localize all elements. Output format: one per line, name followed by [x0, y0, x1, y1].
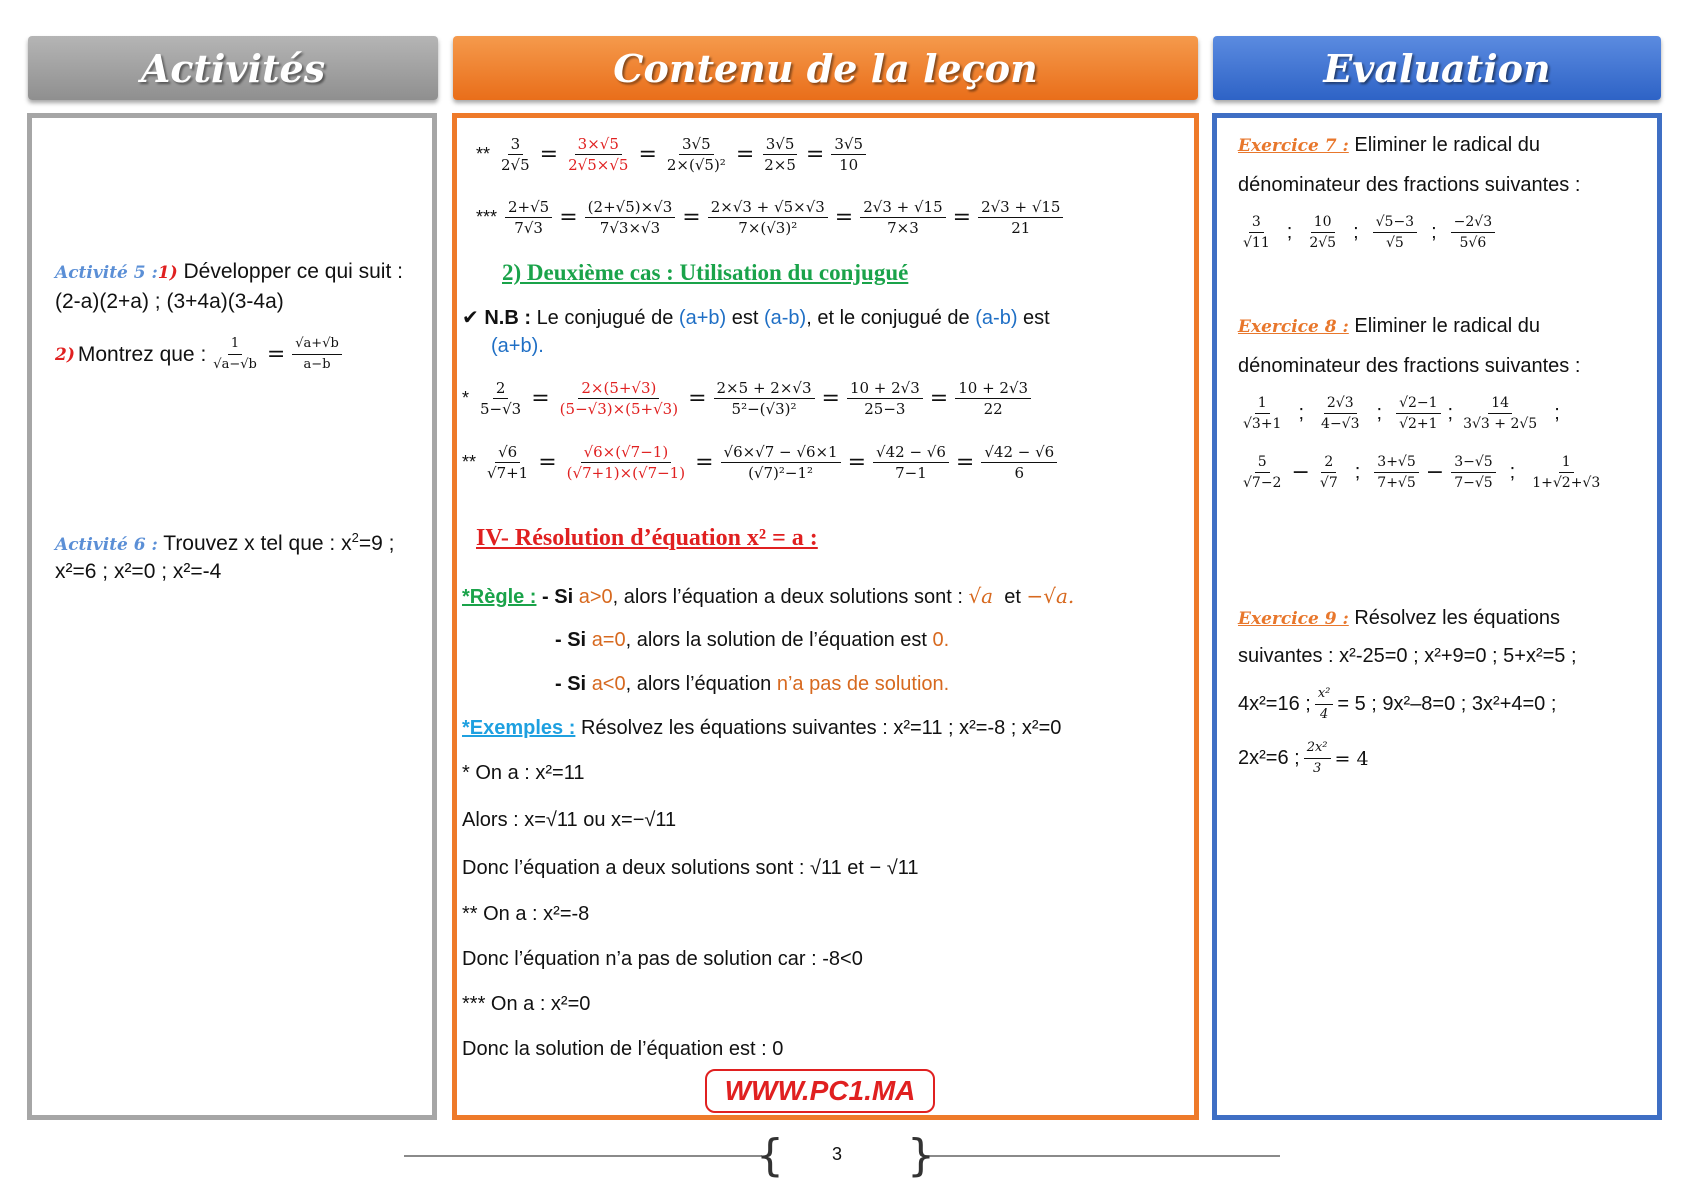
footer-brace-left: { [756, 1130, 784, 1181]
exercice-9: Exercice 9 : Résolvez les équations [1238, 607, 1561, 629]
example-1: * On a : x²=11 [462, 762, 585, 784]
header-activites: Activités [28, 36, 438, 100]
example-line-3: * $\frac{2}{5-√3}$ = $\frac{2\times(5+√3)}{(5-√3)\times(5+√3)}$ = $\frac{2\times 5 + 2\times√3}{\text{5²−(√3)²}}$ = $\frac{10 + 2√3}{25-3}$ = $\frac{10 + 2√3}{22}$ [462, 378, 1035, 419]
activite-5: Activité 5 :1) Développer ce qui suit : [55, 260, 403, 283]
footer-brace-right: } [907, 1130, 935, 1181]
header-evaluation: Evaluation [1213, 36, 1661, 100]
regle-2: - Si a=0, alors la solution de l’équation est 0. [555, 629, 950, 651]
page-number: 3 [832, 1144, 843, 1164]
exercice-9-line4: 2x²=6 ; $\frac{\text{2x²}}{3}$ = 4 [1238, 740, 1369, 776]
check-icon: ✔ [462, 307, 479, 329]
exercice-8-fractions-row2: $\frac{5}{√7-2}$ − $\frac{2}{√7}$ ; $\frac{3+√5}{7+√5}$ − $\frac{3-√5}{7-√5}$ ; $\frac{1}{1+√2+√3}$ [1243, 454, 1601, 491]
section-4-title: IV- Résolution d’équation x² = a : [476, 525, 818, 551]
activite-6-cases: x²=6 ; x²=0 ; x²=-4 [55, 560, 222, 583]
example-3: *** On a : x²=0 [462, 993, 591, 1015]
nb-note: ✔ N.B : Le conjugué de (a+b) est (a-b), et le conjugué de (a-b) est [462, 307, 1050, 329]
example-2: ** On a : x²=-8 [462, 903, 590, 925]
exemples: *Exemples : Résolvez les équations suivantes : x²=11 ; x²=-8 ; x²=0 [462, 717, 1062, 739]
footer-line-left [404, 1155, 762, 1157]
example-2-conclusion: Donc l’équation n’a pas de solution car : -8<0 [462, 948, 863, 970]
exercice-8-fractions-row1: $\frac{1}{√3+1}$ ; $\frac{2√3}{4-√3}$ ; $\frac{√2-1}{√2+1}$ ; $\frac{14}{3√3 + 2√5}$ ; [1243, 395, 1560, 432]
exercice-9-line3: 4x²=16 ; $\frac{\text{x²}}{4}$ = 5 ; 9x²–8=0 ; 3x²+4=0 ; [1238, 686, 1557, 722]
footer-line-right [922, 1155, 1280, 1157]
example-1-solution: Alors : x=√11 ou x=−√11 [462, 809, 677, 831]
exercice-7-fractions: $\frac{3}{√11}$ ; $\frac{10}{2√5}$ ; $\frac{√5-3}{√5}$ ; $\frac{-2√3}{5√6}$ [1236, 212, 1499, 253]
exercice-8-line2: dénominateur des fractions suivantes : [1238, 355, 1581, 377]
case-2-title: 2) Deuxième cas : Utilisation du conjugué [502, 260, 909, 285]
example-line-2: *** $\frac{2+√5}{7√3}$ = $\frac{(2+√5)\times√3}{7√3\times√3}$ = $\frac{2\times√3 + √5\times√3}{\text{7×(√3)²}}$ = $\frac{2√3 + √15}{7\times 3}$ = $\frac{2√3 + √15}{21}$ [476, 197, 1067, 238]
example-1-conclusion: Donc l’équation a deux solutions sont : √11 et − √11 [462, 857, 919, 879]
activite-5-expr: (2-a)(2+a) ; (3+4a)(3-4a) [55, 290, 284, 313]
watermark-link[interactable]: WWW.PC1.MA [705, 1069, 935, 1113]
activite-6: Activité 6 : Trouvez x tel que : $x^2=9$ ; [55, 530, 395, 555]
regle-3: - Si a<0, alors l’équation n’a pas de solution. [555, 673, 950, 695]
header-contenu: Contenu de la leçon [453, 36, 1198, 100]
example-3-conclusion: Donc la solution de l’équation est : 0 [462, 1038, 784, 1060]
exercice-7: Exercice 7 : Eliminer le radical du [1238, 134, 1540, 156]
example-line-1: ** $\frac{3}{2√5}$ = $\frac{3\times√5}{2√5\times√5}$ = $\frac{3√5}{\text{2×(√5)²}}$ = $\frac{3√5}{2\times 5}$ = $\frac{3√5}{10}$ [476, 134, 870, 175]
activite-5-q2: 2) Montrez que : $\frac{1}{√a-√b}$ = $\frac{√a+√b}{a-b}$ [55, 334, 346, 375]
nb-note-end: (a+b). [491, 335, 544, 357]
exercice-7-line2: dénominateur des fractions suivantes : [1238, 174, 1581, 196]
exercice-9-line2: suivantes : x²-25=0 ; x²+9=0 ; 5+x²=5 ; [1238, 645, 1577, 667]
exercice-8: Exercice 8 : Eliminer le radical du [1238, 315, 1540, 337]
example-line-4: ** $\frac{√6}{√7+1}$ = $\frac{√6\times(√7-1)}{(√7+1)\times(√7-1)}$ = $\frac{√6\times√7 - √6\times 1}{\text{(√7)²−1²}}$ = $\frac{√42 - √6}{7-1}$ = $\frac{√42 - √6}{6}$ [462, 442, 1061, 483]
regle-1: *Règle : - Si a>0, alors l’équation a deux solutions sont : √a et −√a. [462, 584, 1075, 608]
